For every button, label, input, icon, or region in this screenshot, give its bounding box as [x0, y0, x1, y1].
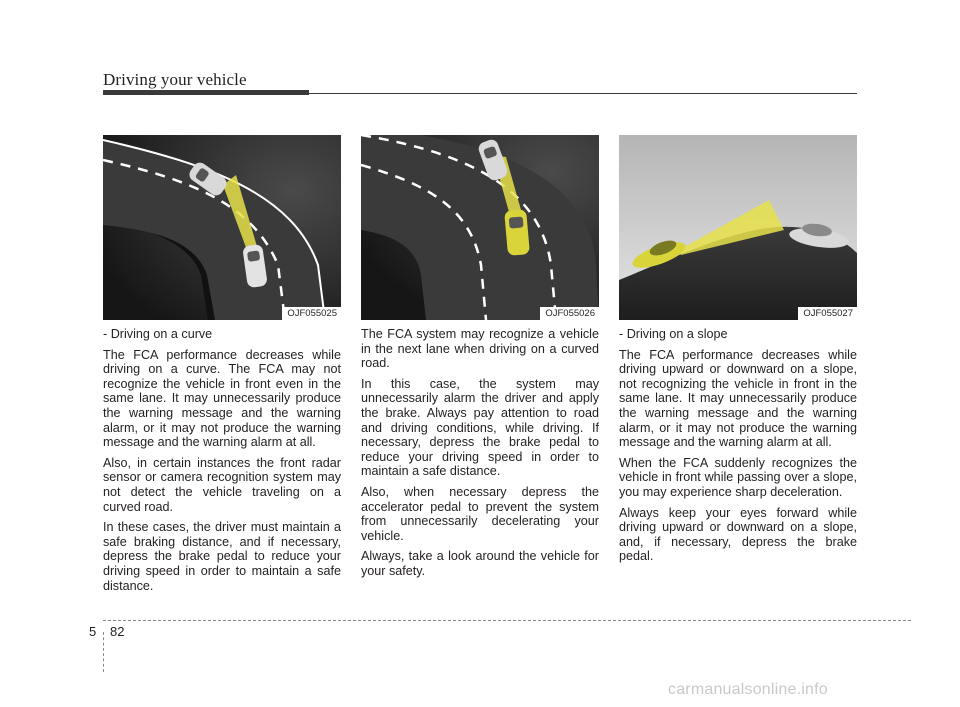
illustration-curve-same-lane — [103, 135, 341, 320]
figure-curve-next-lane — [361, 135, 599, 320]
illustration-curve-next-lane — [361, 135, 599, 320]
column-curve — [103, 135, 341, 599]
illustration-slope — [619, 135, 857, 320]
chapter-number: 5 — [89, 624, 97, 639]
paragraph: Always, take a look around the vehicle for your safety. — [361, 549, 599, 578]
figure-curve-same-lane — [103, 135, 341, 320]
paragraph: In this case, the system may unnecessarily alarm the driver and apply the brake. Always pay attention to road and driving conditions, while driving. If necessary, depress the brake pedal to reduce your driving speed in order to maintain a safe distance. — [361, 376, 599, 479]
figure-code: OJF055025 — [282, 307, 341, 320]
column-text — [619, 327, 857, 564]
column-next-lane — [361, 135, 599, 585]
page-header-title: Driving your vehicle — [103, 70, 247, 89]
column-text — [361, 327, 599, 579]
paragraph: In these cases, the driver must maintain a safe braking distance, and if necessary, depress the brake pedal to reduce your driving speed in order to maintain a safe distance. — [103, 520, 341, 593]
footer-rule — [103, 620, 911, 621]
paragraph: Also, when necessary depress the accelerator pedal to prevent the system from unnecessarily decelerating your vehicle. — [361, 484, 599, 543]
page-number: 82 — [110, 624, 125, 639]
figure-code: OJF055027 — [798, 307, 857, 320]
header-rule-thick — [103, 90, 309, 95]
paragraph: - Driving on a slope — [619, 327, 728, 341]
figure-slope — [619, 135, 857, 320]
watermark: carmanualsonline.info — [668, 681, 828, 698]
paragraph: Always keep your eyes forward while driving upward or downward on a slope, and, if necessary, depress the brake pedal. — [619, 505, 857, 564]
header-rule-thin — [309, 93, 857, 94]
paragraph: Also, in certain instances the front radar sensor or camera recognition system may not detect the vehicle traveling on a curved road. — [103, 455, 341, 514]
paragraph: When the FCA suddenly recognizes the vehicle in front while passing over a slope, you may experience sharp deceleration. — [619, 455, 857, 499]
paragraph: The FCA system may recognize a vehicle in the next lane when driving on a curved road. — [361, 327, 599, 371]
paragraph: - Driving on a curve — [103, 327, 213, 341]
figure-code: OJF055026 — [540, 307, 599, 320]
footer-divider — [103, 632, 104, 672]
paragraph: The FCA performance decreases while driving on a curve. The FCA may not recognize the vehicle in front even in the same lane. It may unnecessarily produce the warning message and the warning alarm, or it may not produce the warning message and the warning alarm at all. — [103, 347, 341, 450]
column-text — [103, 327, 341, 593]
own-vehicle — [504, 209, 530, 256]
paragraph: The FCA performance decreases while driving upward or downward on a slope, not recognizing the vehicle in front in the same lane. It may unnecessarily produce the warning message and the warning alarm, or it may not produce the warning message and the warning alarm at all. — [619, 347, 857, 450]
column-slope — [619, 135, 857, 570]
